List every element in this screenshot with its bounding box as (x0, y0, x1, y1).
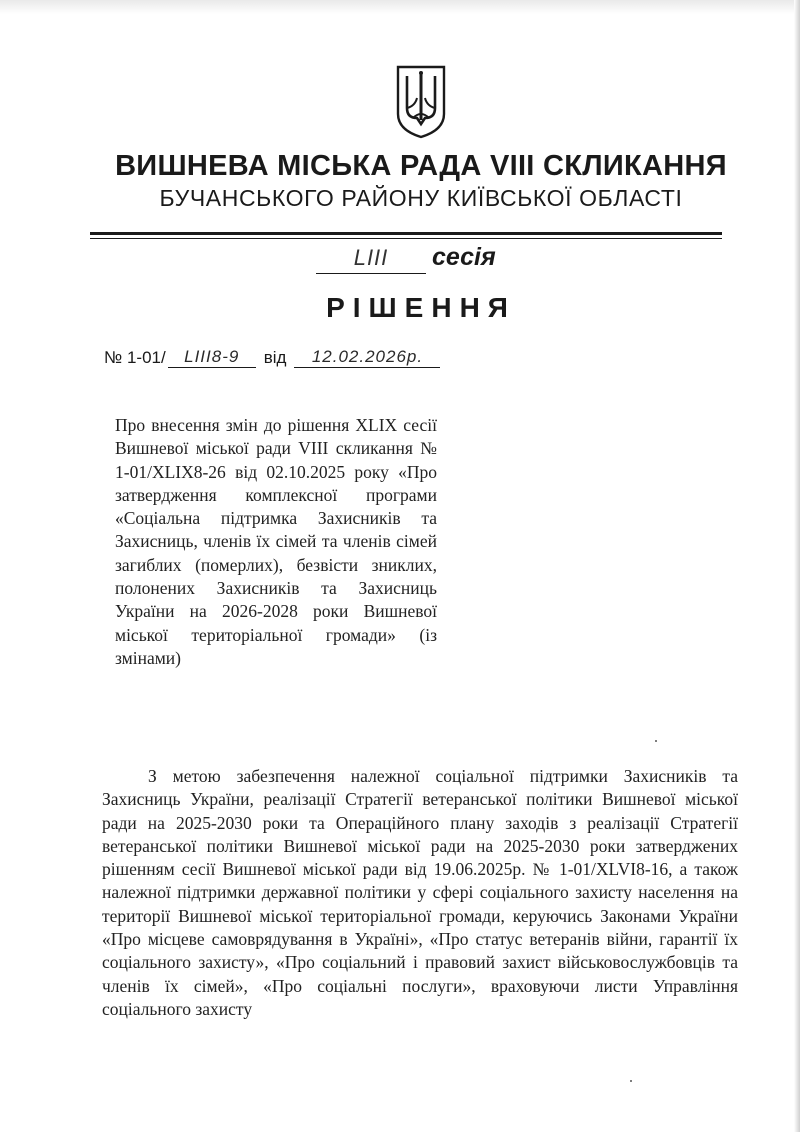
decision-number-handwritten: LIII8-9 (168, 347, 256, 368)
session-label: сесія (432, 243, 496, 271)
body-paragraph: З метою забезпечення належної соціальної підтримки Захисників та Захисниць України, реалізації Стратегії ветеранської політики Вишневої міської ради на 2025-2030 роки та Операційного плану заходів з реалізації Стратегії ветеранської політики Вишневої міської ради на 2025-2030 роки затверджених рішенням сесії Вишневої міської ради від 19.06.2025р. № 1-01/XLVI8-16, а також належної підтримки державної політики у сфері соціального захисту населення на території Вишневої міської територіальної громади, керуючись Законами України «Про місцеве самоврядування в Україні», «Про статус ветеранів війни, гарантії їх соціального захисту», «Про соціальний і правовий захист військовослужбовців та членів їх сімей», «Про соціальні послуги», враховуючи листи Управління соціального захисту (102, 766, 738, 1019)
header-divider-thin (90, 238, 722, 239)
scan-speck (655, 740, 657, 742)
decision-date-handwritten: 12.02.2026р. (294, 347, 440, 368)
scan-speck (630, 1080, 632, 1082)
decision-from-label: від (263, 348, 287, 367)
trident-coat-of-arms-icon (395, 64, 447, 140)
scan-shadow-top (0, 0, 800, 14)
decision-subject: Про внесення змін до рішення XLIX сесії Вишневої міської ради VIII скликання № 1-01/XLIX8-26 від 02.10.2025 року «Про затвердження комплексної програми «Соціальна підтримка Захисників та Захисниць, членів їх сімей та членів сімей загиблих (померлих), безвісти зниклих, полонених Захисників та Захисниць України на 2026-2028 роки Вишневої міської територіальної громади» (із змінами) (115, 415, 437, 668)
header-divider-thick (90, 232, 722, 235)
council-name: ВИШНЕВА МІСЬКА РАДА VIII СКЛИКАННЯ (115, 150, 727, 182)
decision-number-row (104, 347, 440, 373)
council-district: БУЧАНСЬКОГО РАЙОНУ КИЇВСЬКОЇ ОБЛАСТІ (159, 185, 683, 211)
decision-number-prefix: № 1-01/ (104, 348, 166, 367)
decision-title: РІШЕННЯ (326, 292, 516, 323)
session-number-handwritten: LIII (316, 245, 426, 274)
